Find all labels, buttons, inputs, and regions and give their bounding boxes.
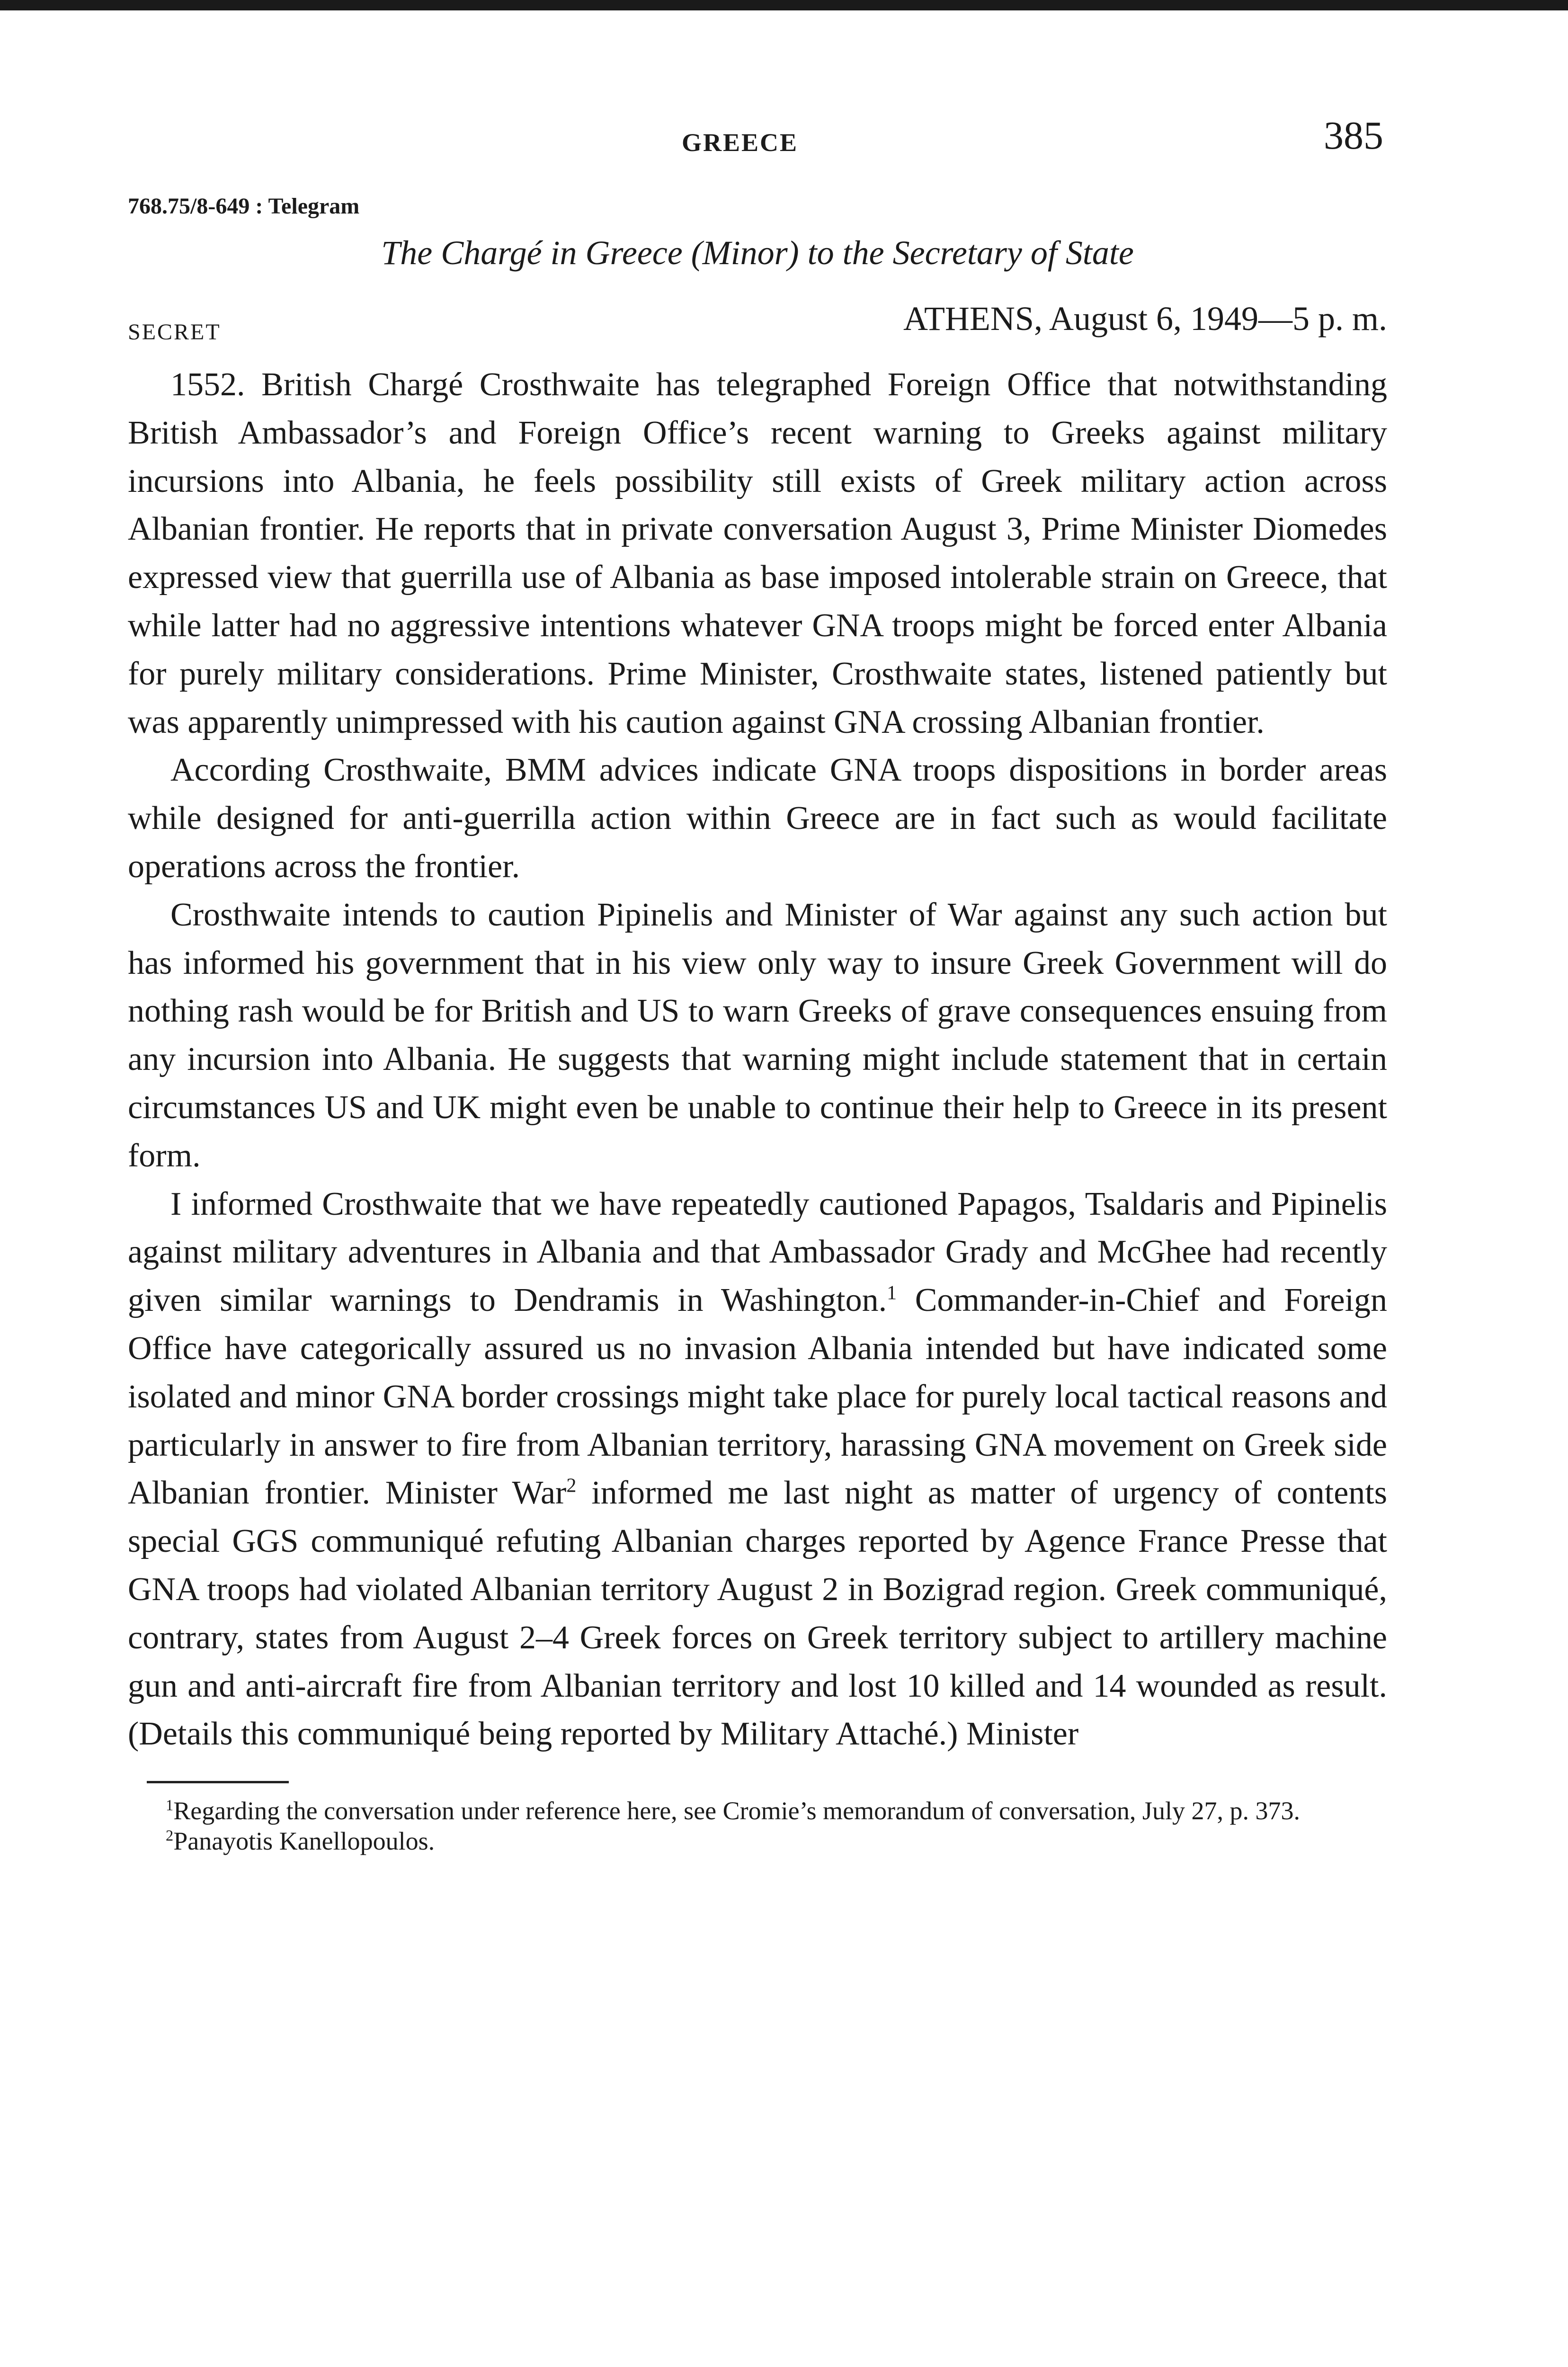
classification-label: SECRET xyxy=(128,320,221,345)
footnote-reference: 1 xyxy=(887,1282,897,1304)
footnote-reference: 2 xyxy=(566,1475,577,1497)
page-number: 385 xyxy=(1324,114,1383,158)
footnotes xyxy=(128,1796,1387,1856)
footnote-divider xyxy=(147,1781,289,1783)
body-text-segment: informed me last night as matter of urgency of contents special GGS communiqué refuting Albanian charges reported by Agence France Presse that GNA troops had violated Albanian territory August 2 in Bozigrad region. Greek communiqué, contrary, states from August 2–4 Greek forces on Greek territory subject to artillery machine gun and anti-aircraft fire from Albanian territory and lost 10 killed and 14 wounded as result. (Details this communiqué being reported by Military Attaché.) Minister xyxy=(128,1475,1387,1753)
footnote-text: Regarding the conversation under reference here, see Cromie’s memorandum of conversation, July 27, p. 373. xyxy=(173,1797,1300,1825)
footnote-marker: 2 xyxy=(166,1827,174,1845)
telegram-body xyxy=(128,361,1387,1758)
document-page xyxy=(128,109,1387,1856)
body-paragraph-with-notes xyxy=(128,1180,1387,1759)
top-edge-rule xyxy=(0,0,1568,10)
running-head xyxy=(128,109,1387,166)
running-title: GREECE xyxy=(682,128,799,157)
body-paragraph: 1552. British Chargé Crosthwaite has telegraphed Foreign Office that notwithstanding British Ambassador’s and Foreign Office’s recent warning to Greeks against military incursions into Albania, he feels possibility still exists of Greek military action across Albanian frontier. He reports that in private conversation August 3, Prime Minister Diomedes expressed view that guerrilla use of Albania as base imposed intolerable strain on Greece, that while latter had no aggressive intentions whatever GNA troops might be forced enter Albania for purely military considerations. Prime Minister, Crosthwaite states, listened patiently but was apparently unimpressed with his caution against GNA crossing Albanian frontier. xyxy=(128,366,1387,740)
body-paragraph: According Crosthwaite, BMM advices indicate GNA troops dispositions in border areas while designed for anti-guerrilla action within Greece are in fact such as would facilitate operations across the frontier. xyxy=(128,752,1387,885)
place-and-date: ATHENS, August 6, 1949—5 p. m. xyxy=(903,300,1387,338)
footnote-text: Panayotis Kanellopoulos. xyxy=(173,1827,435,1856)
footnote-marker: 1 xyxy=(166,1797,174,1815)
dateline xyxy=(128,299,1387,365)
body-paragraph: Crosthwaite intends to caution Pipinelis and Minister of War against any such action but has informed his government that in his view only way to insure Greek Government will do nothing rash would be for British and US to warn Greeks of grave consequences ensuing from any incursion into Albania. He suggests that warning might include statement that in certain circumstances US and UK might even be unable to continue their help to Greece in its present form. xyxy=(128,896,1387,1174)
footnote xyxy=(128,1826,1387,1856)
footnote xyxy=(128,1796,1387,1826)
document-reference: 768.75/8-649 : Telegram xyxy=(128,194,360,219)
document-title: The Chargé in Greece (Minor) to the Secretary of State xyxy=(381,234,1134,272)
body-text-segment: Commander-in-Chief and Foreign Office have categorically assured us no invasion Albania intended but have indicated some isolated and minor GNA border crossings might take place for purely local tactical reasons and particularly in answer to fire from Albanian territory, harassing GNA movement on Greek side Albanian frontier. Minister War xyxy=(128,1282,1387,1512)
body-text-segment: I informed Crosthwaite that we have repeatedly cautioned Papagos, Tsaldaris and Pipinelis against military adventures in Albania and that Ambassador Grady and McGhee had recently given similar warnings to Dendramis in Washington. xyxy=(128,1185,1387,1319)
